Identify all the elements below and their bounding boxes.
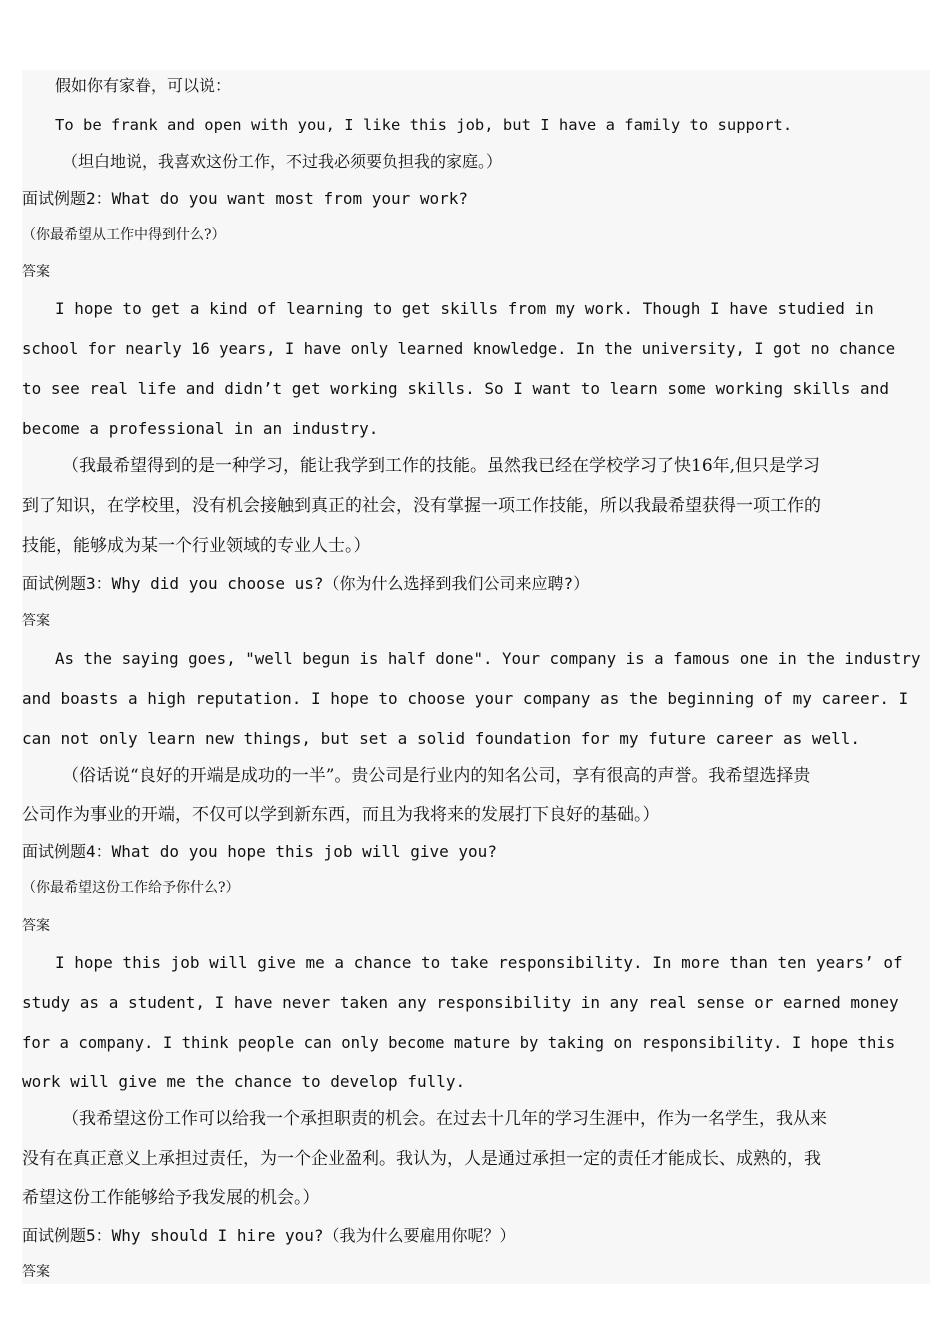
paragraph-line: 技能，能够成为某一个行业领域的专业人士。） xyxy=(22,536,371,556)
question-heading: 面试例题3：Why did you choose us?（你为什么选择到我们公司来应聘?） xyxy=(22,574,590,593)
paragraph-line: To be frank and open with you, I like this job, but I have a family to support. xyxy=(55,116,793,134)
paragraph-line: 假如你有家眷，可以说： xyxy=(55,76,232,95)
answer-label: 答案 xyxy=(22,264,50,280)
paragraph-line: 公司作为事业的开端，不仅可以学到新东西，而且为我将来的发展打下良好的基础。） xyxy=(22,805,660,825)
answer-label: 答案 xyxy=(22,613,50,629)
document-page xyxy=(22,70,930,1284)
paragraph-line: （坦白地说，我喜欢这份工作，不过我必须要负担我的家庭。） xyxy=(62,152,503,171)
paragraph-line: and boasts a high reputation. I hope to choose your company as the beginning of my career. I xyxy=(22,689,909,708)
paragraph-line: 没有在真正意义上承担过责任，为一个企业盈利。我认为，人是通过承担一定的责任才能成长、成熟的，我 xyxy=(22,1149,821,1169)
paragraph-line: can not only learn new things, but set a solid foundation for my future career as well. xyxy=(22,729,861,748)
paragraph-line: school for nearly 16 years, I have only learned knowledge. In the university, I got no chance xyxy=(22,340,896,358)
question-heading: 面试例题2：What do you want most from your work? xyxy=(22,189,469,208)
paragraph-line: （俗话说“良好的开端是成功的一半”。贵公司是行业内的知名公司，享有很高的声誉。我希望选择贵 xyxy=(62,766,811,786)
paragraph-line: As the saying goes, "well begun is half done". Your company is a famous one in the industry xyxy=(55,649,921,668)
paragraph-line: 希望这份工作能够给予我发展的机会。） xyxy=(22,1188,320,1208)
paragraph-line: for a company. I think people can only become mature by taking on responsibility. I hope this xyxy=(22,1034,896,1052)
answer-label: 答案 xyxy=(22,918,50,934)
paragraph-line: （我最希望得到的是一种学习，能让我学到工作的技能。虽然我已经在学校学习了快16年,但只是学习 xyxy=(62,456,821,476)
question-heading: 面试例题4：What do you hope this job will give you? xyxy=(22,842,497,861)
paragraph-line: I hope this job will give me a chance to take responsibility. In more than ten years’ of xyxy=(55,953,903,972)
paragraph-line: work will give me the chance to develop fully. xyxy=(22,1072,466,1091)
paragraph-line: become a professional in an industry. xyxy=(22,419,379,438)
question-heading: 面试例题5：Why should I hire you?（我为什么要雇用你呢？） xyxy=(22,1226,516,1245)
paragraph-line: to see real life and didn’t get working skills. So I want to learn some working skills and xyxy=(22,379,889,398)
paragraph-line: （我希望这份工作可以给我一个承担职责的机会。在过去十几年的学习生涯中，作为一名学生，我从来 xyxy=(62,1109,827,1129)
question-translation: （你最希望这份工作给予你什么?） xyxy=(22,880,240,896)
paragraph-line: I hope to get a kind of learning to get skills from my work. Though I have studied in xyxy=(55,299,874,318)
question-translation: （你最希望从工作中得到什么?） xyxy=(22,227,226,243)
paragraph-line: study as a student, I have never taken any responsibility in any real sense or earned money xyxy=(22,993,899,1012)
answer-label: 答案 xyxy=(22,1264,50,1280)
paragraph-line: 到了知识，在学校里，没有机会接触到真正的社会，没有掌握一项工作技能，所以我最希望获得一项工作的 xyxy=(22,496,821,516)
